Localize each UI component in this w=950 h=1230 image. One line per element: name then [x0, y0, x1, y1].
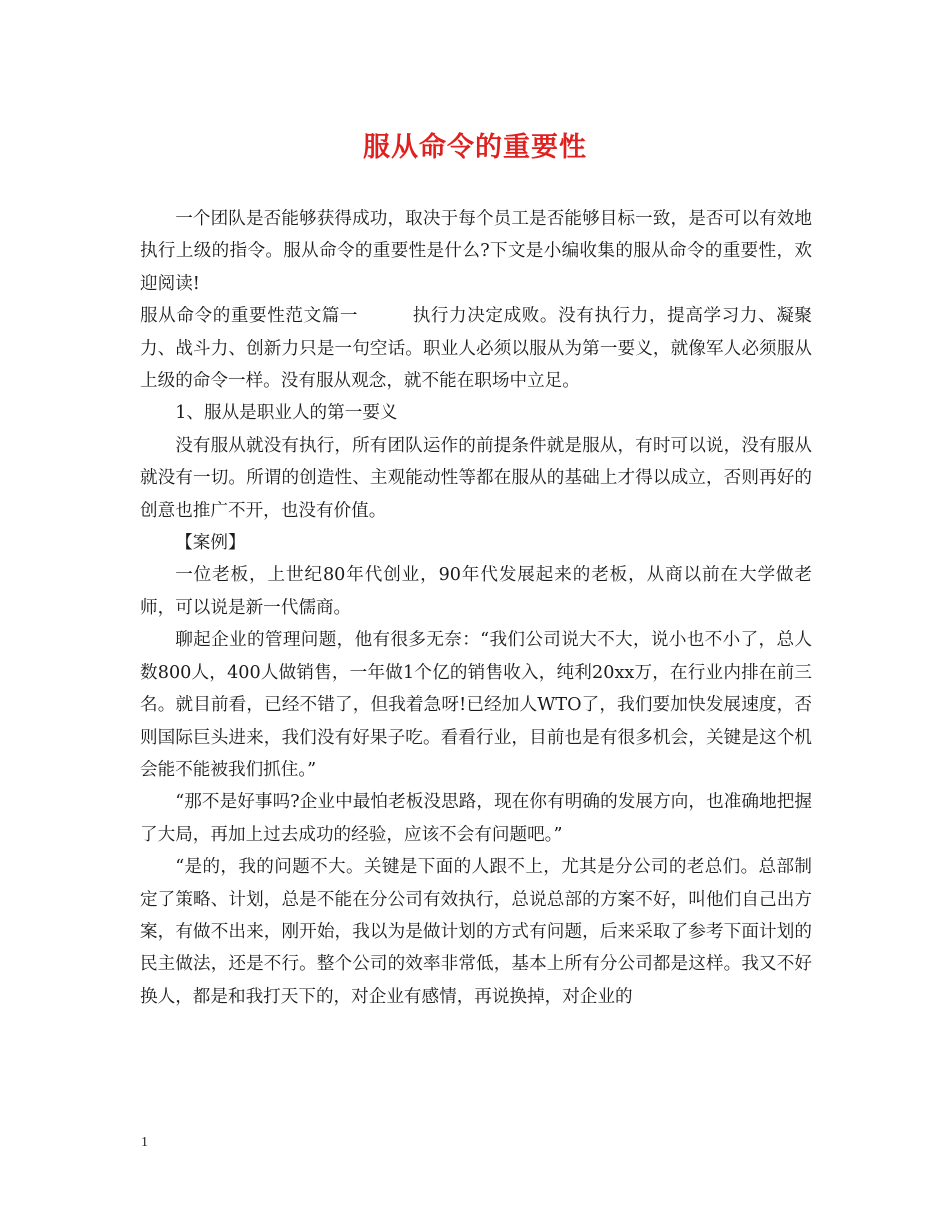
paragraph-boss-intro: 一位老板，上世纪80年代创业，90年代发展起来的老板，从商以前在大学做老师，可以说是新一代儒商。 [140, 565, 812, 618]
paragraph-section-one [140, 300, 812, 397]
paragraph-intro: 一个团队是否能够获得成功，取决于每个员工是否能够目标一致，是否可以有效地执行上级的指令。服从命令的重要性是什么?下文是小编收集的服从命令的重要性，欢迎阅读! [140, 209, 812, 294]
section-heading: 服从命令的重要性范文篇一 [140, 306, 359, 327]
document-body [140, 203, 812, 1013]
paragraph-point-heading: 1、服从是职业人的第一要义 [175, 403, 398, 424]
paragraph-boss-answer: “是的，我的问题不大。关键是下面的人跟不上，尤其是分公司的老总们。总部制定了策略、计划，总是不能在分公司有效执行，总说总部的方案不好，叫他们自己出方案，有做不出来，刚开始，我以为是做计划的方式有问题，后来采取了参考下面计划的民主做法，还是不行。整个公司的效率非常低，基本上所有分公司都是这样。我又不好换人，都是和我打天下的，对企业有感情，再说换掉，对企业的 [140, 857, 812, 1007]
paragraph-reply: “那不是好事吗?企业中最怕老板没思路，现在你有明确的发展方向，也准确地把握了大局，再加上过去成功的经验，应该不会有问题吧。” [140, 792, 812, 845]
page-number: 1 [141, 1135, 148, 1150]
paragraph-case-label: 【案例】 [175, 533, 246, 554]
paragraph-obedience: 没有服从就没有执行，所有团队运作的前提条件就是服从，有时可以说，没有服从就没有一切。所谓的创造性、主观能动性等都在服从的基础上才得以成立，否则再好的创意也推广不开，也没有价值。 [140, 435, 812, 521]
paragraph-boss-quote: 聊起企业的管理问题，他有很多无奈：“我们公司说大不大，说小也不小了，总人数800人，400人做销售，一年做1个亿的销售收入，纯利20xx万，在行业内排在前三名。就目前看，已经不错了，但我着急呀!已经加人WTO了，我们要加快发展速度，否则国际巨头进来，我们没有好果子吃。看看行业，目前也是有很多机会，关键是这个机会能不能被我们抓住。” [140, 630, 812, 780]
section-text: 执行力决定成败。没有执行力，提高学习力、凝聚力、战斗力、创新力只是一句空话。职业人必须以服从为第一要义，就像军人必须服从上级的命令一样。没有服从观念，就不能在职场中立足。 [140, 306, 812, 392]
document-title: 服从命令的重要性 [363, 132, 587, 163]
